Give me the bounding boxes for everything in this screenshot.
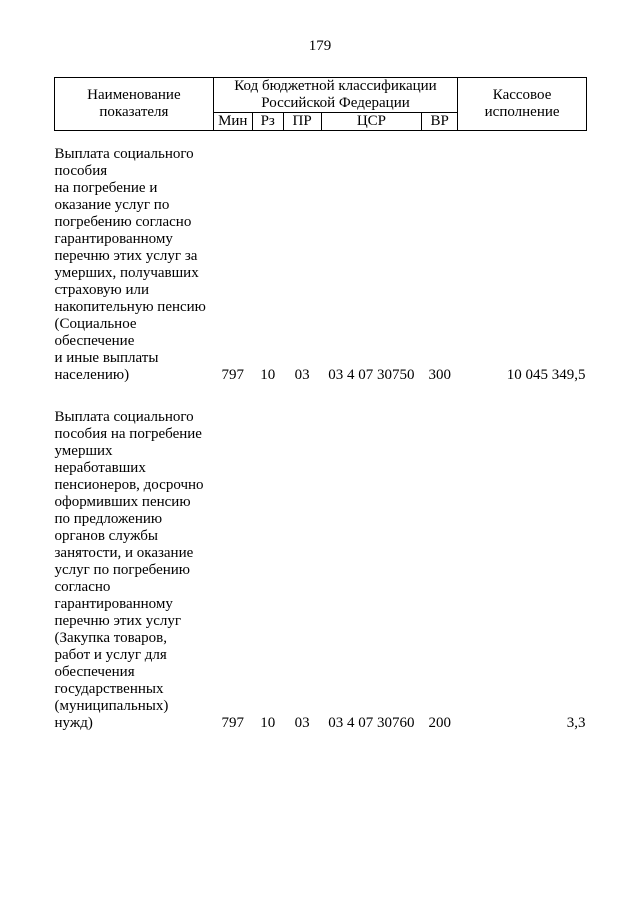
row-csr: 03 4 07 30750 [328, 367, 415, 383]
column-header-vr: ВР [422, 113, 458, 131]
row-min: 797 [221, 367, 245, 383]
row-rz: 10 [260, 367, 276, 383]
row-vr: 300 [428, 367, 451, 383]
table-header [55, 78, 587, 131]
column-header-amount: Кассовое исполнение [458, 78, 587, 131]
budget-execution-table [54, 77, 587, 732]
page-number: 179 [308, 38, 332, 54]
table-row [55, 409, 587, 732]
row-amount: 3,3 [566, 715, 586, 731]
row-rz: 10 [260, 715, 276, 731]
column-header-budget-code: Код бюджетной классификации Российской Федерации [213, 78, 457, 113]
table-row [55, 146, 587, 384]
row-name: Выплата социального пособия на погребение и оказание услуг по погребению согласно гарантированному перечню этих услуг за умерших, получавших страховую или накопительную пенсию (Социальное обеспечение и иные выплаты населению) [54, 146, 206, 383]
column-header-name: Наименование показателя [55, 78, 214, 131]
column-header-min: Мин [213, 113, 252, 131]
column-header-csr: ЦСР [321, 113, 422, 131]
row-csr: 03 4 07 30760 [328, 715, 415, 731]
column-header-rz: Рз [252, 113, 283, 131]
row-amount: 10 045 349,5 [506, 367, 586, 383]
row-vr: 200 [428, 715, 451, 731]
row-name: Выплата социального пособия на погребение умерших неработавших пенсионеров, досрочно оформивших пенсию по предложению органов службы занятости, и оказание услуг по погребению согласно гарантированному перечню этих услуг (Закупка товаров, работ и услуг для обеспечения государственных (муниципальных) нужд) [54, 409, 204, 731]
column-header-pr: ПР [283, 113, 321, 131]
row-min: 797 [221, 715, 245, 731]
row-pr: 03 [294, 367, 310, 383]
row-pr: 03 [294, 715, 310, 731]
